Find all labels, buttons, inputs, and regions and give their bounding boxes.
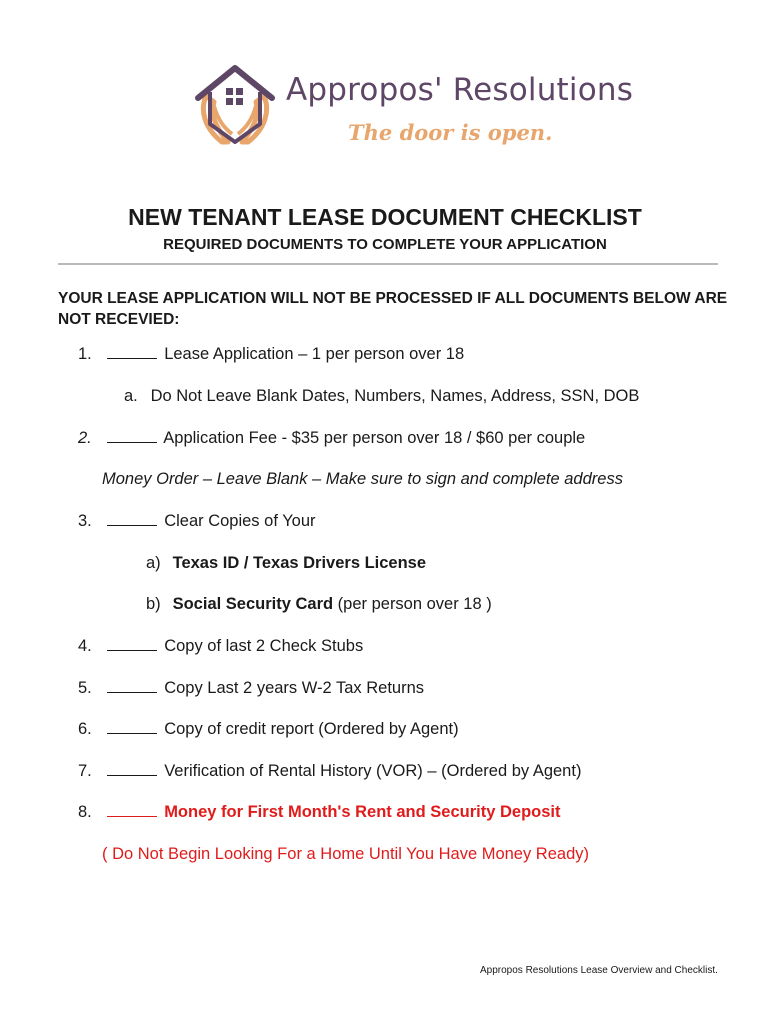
check-blank[interactable] [107, 680, 157, 693]
checklist-item-4 [78, 637, 363, 656]
checklist-subitem-3a [146, 554, 426, 573]
item-text-bold: Money for First Month's Rent and Security Deposit [164, 803, 561, 821]
item-text: Copy of last 2 Check Stubs [164, 637, 364, 655]
item-text: Lease Application – 1 per person over 18 [164, 345, 465, 363]
item-number: a) [146, 554, 161, 572]
checklist-item-6 [78, 720, 459, 739]
item-number: 4. [78, 637, 92, 655]
item-number: 1. [78, 345, 92, 363]
item-number: 7. [78, 762, 92, 780]
item-text: Copy Last 2 years W-2 Tax Returns [164, 679, 425, 697]
warning-text: YOUR LEASE APPLICATION WILL NOT BE PROCESSED IF ALL DOCUMENTS BELOW ARE NOT RECEVIED: [58, 290, 728, 328]
checklist-item-5 [78, 679, 424, 698]
item-text: Clear Copies of Your [164, 512, 316, 530]
item-number: b) [146, 595, 161, 613]
item-number: 5. [78, 679, 92, 697]
check-blank[interactable] [107, 804, 157, 817]
item-number: 2. [78, 429, 92, 447]
page-footer: Appropos Resolutions Lease Overview and Checklist. [480, 965, 718, 976]
item-text: Copy of credit report (Ordered by Agent) [164, 720, 459, 738]
document-subtitle: REQUIRED DOCUMENTS TO COMPLETE YOUR APPLICATION [163, 236, 607, 253]
item-number: 3. [78, 512, 92, 530]
item-number: a. [124, 387, 138, 405]
check-blank[interactable] [107, 513, 157, 526]
checklist-subitem-1a [124, 387, 639, 406]
divider [58, 263, 718, 265]
item-text: (per person over 18 ) [333, 595, 492, 613]
checklist-item-3 [78, 512, 316, 531]
item-text: Do Not Leave Blank Dates, Numbers, Names, Address, SSN, DOB [150, 387, 640, 405]
money-ready-note: ( Do Not Begin Looking For a Home Until You Have Money Ready) [102, 845, 589, 863]
checklist-item-1 [78, 345, 464, 364]
item-text: Verification of Rental History (VOR) – (Ordered by Agent) [164, 762, 582, 780]
document-title: NEW TENANT LEASE DOCUMENT CHECKLIST [128, 204, 642, 230]
payment-note: Money Order – Leave Blank – Make sure to sign and complete address [102, 470, 623, 488]
check-blank[interactable] [107, 346, 157, 359]
logo [192, 62, 634, 158]
item-text: Application Fee - $35 per person over 18 / $60 per couple [163, 429, 586, 447]
item-number: 8. [78, 803, 92, 821]
item-text-bold: Texas ID / Texas Drivers License [172, 554, 427, 572]
item-text-bold: Social Security Card [172, 595, 334, 613]
house-hands-icon [192, 62, 278, 150]
checklist-item-2 [78, 429, 585, 448]
checklist-item-7 [78, 762, 581, 781]
check-blank[interactable] [107, 430, 157, 443]
check-blank[interactable] [107, 721, 157, 734]
brand-tagline: The door is open. [348, 120, 553, 145]
check-blank[interactable] [107, 763, 157, 776]
brand-name: Appropos' Resolutions [286, 72, 634, 108]
checklist-item-8 [78, 803, 560, 822]
check-blank[interactable] [107, 638, 157, 651]
checklist-subitem-3b [146, 595, 492, 614]
item-number: 6. [78, 720, 92, 738]
